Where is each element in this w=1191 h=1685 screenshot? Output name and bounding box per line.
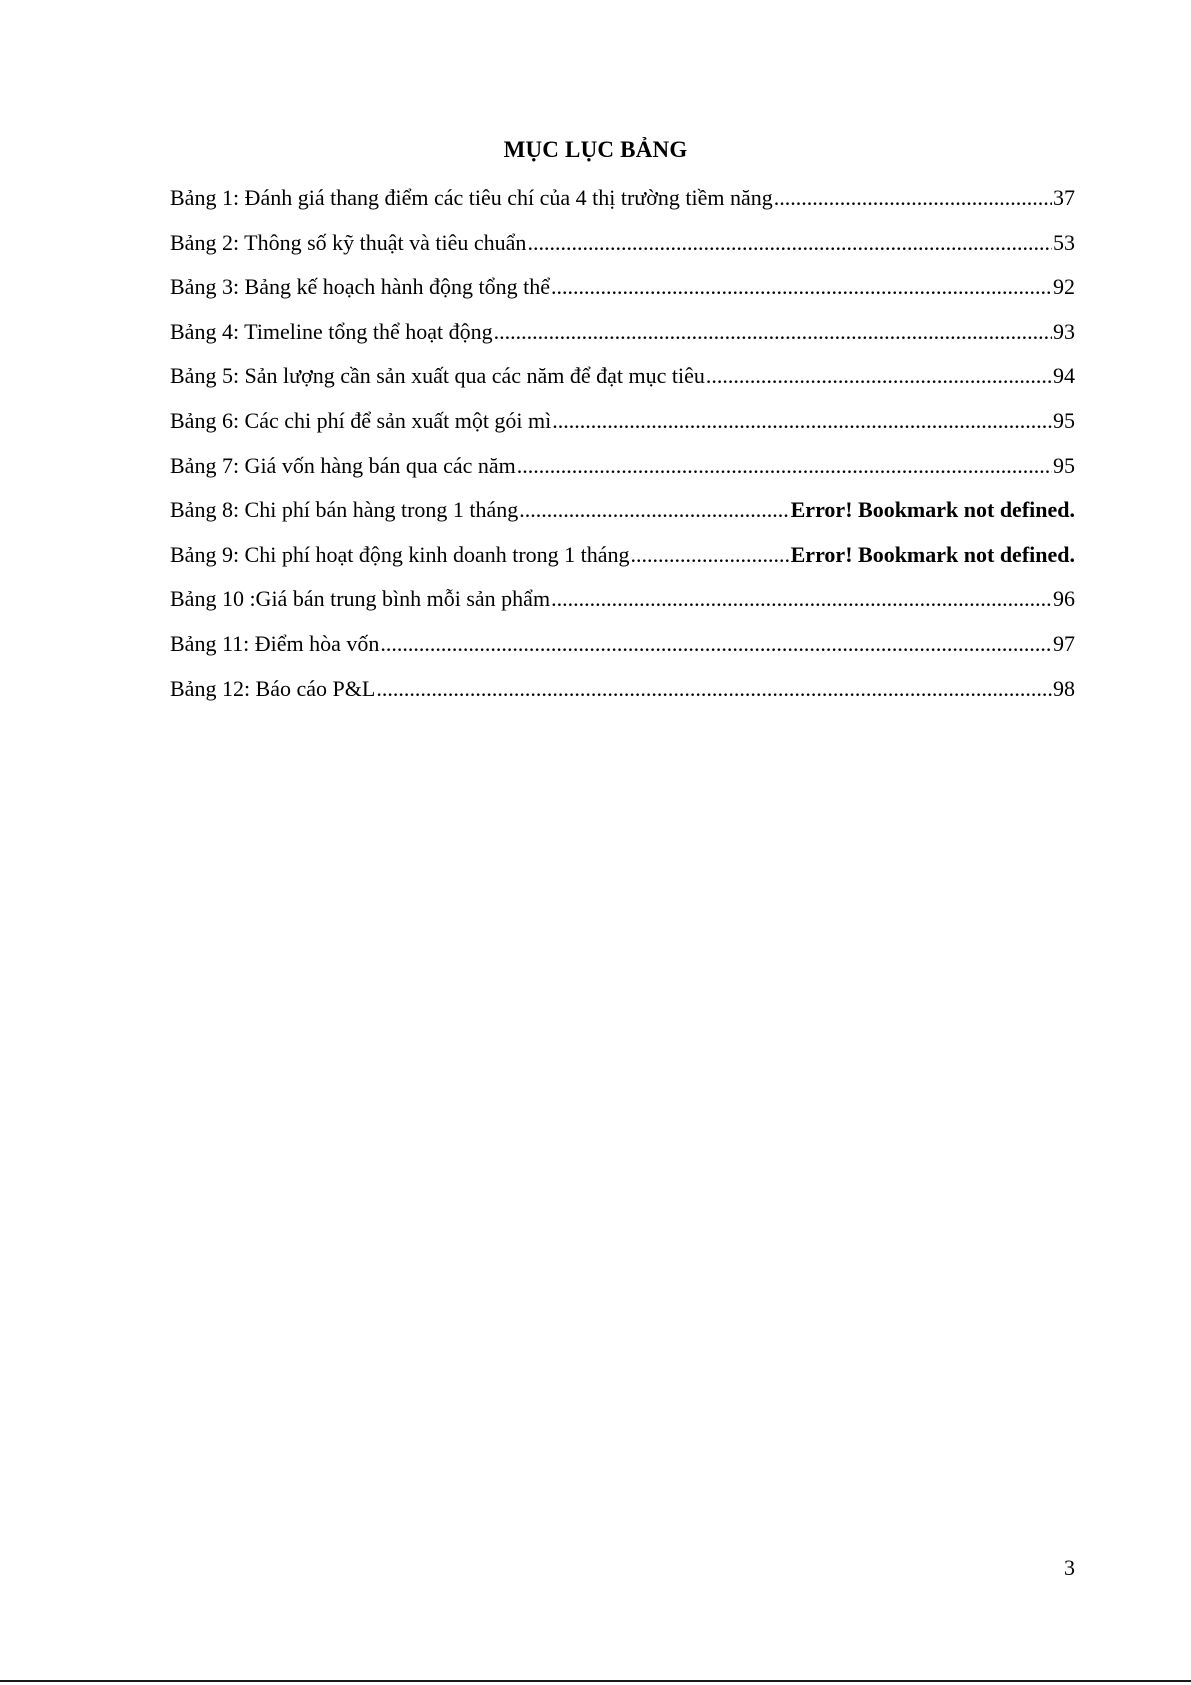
dot-leader — [631, 537, 790, 573]
toc-entry-page: 37 — [1053, 185, 1075, 210]
toc-entry-7[interactable] — [170, 448, 1075, 493]
toc-entry-label: Bảng 9: Chi phí hoạt động kinh doanh trong 1 tháng — [170, 541, 630, 567]
toc-entry-9[interactable] — [170, 537, 1075, 582]
toc-entry-12[interactable] — [170, 671, 1075, 716]
toc-entry-label: Bảng 7: Giá vốn hàng bán qua các năm — [170, 452, 516, 478]
dot-leader — [517, 448, 1052, 484]
dot-leader — [551, 269, 1052, 305]
dot-leader — [551, 581, 1052, 617]
dot-leader — [706, 358, 1052, 394]
dot-leader — [494, 314, 1052, 350]
toc-entry-label: Bảng 12: Báo cáo P&L — [170, 675, 376, 701]
toc-entry-label: Bảng 11: Điểm hòa vốn — [170, 630, 380, 656]
toc-entry-label: Bảng 2: Thông số kỹ thuật và tiêu chuẩn — [170, 229, 527, 255]
toc-entry-label: Bảng 4: Timeline tổng thể hoạt động — [170, 318, 493, 344]
toc-entry-page: 53 — [1053, 229, 1075, 255]
toc-entry-page: 97 — [1053, 630, 1075, 656]
toc-entry-page: 96 — [1053, 586, 1075, 612]
dot-leader — [774, 180, 1052, 216]
bookmark-error-text: Error! Bookmark not defined. — [790, 541, 1075, 567]
toc-entry-6[interactable] — [170, 403, 1075, 448]
bottom-divider — [0, 1680, 1191, 1682]
toc-entry-11[interactable] — [170, 626, 1075, 671]
toc-entry-page: 95 — [1053, 452, 1075, 478]
dot-leader — [376, 671, 1052, 707]
toc-entry-label: Bảng 6: Các chi phí để sản xuất một gói mì — [170, 407, 552, 433]
toc-entry-page: 92 — [1053, 274, 1075, 300]
toc-entry-label: Bảng 8: Chi phí bán hàng trong 1 tháng — [170, 497, 519, 523]
toc-entry-label: Bảng 10 :Giá bán trung bình mỗi sản phẩm — [170, 586, 551, 612]
bookmark-error-text: Error! Bookmark not defined. — [790, 497, 1075, 523]
page-number: 3 — [1064, 1555, 1075, 1580]
dot-leader — [552, 403, 1052, 439]
toc-entry-3[interactable] — [170, 269, 1075, 314]
toc-entry-page: 94 — [1053, 363, 1075, 389]
toc-entry-label: Bảng 5: Sản lượng cần sản xuất qua các năm để đạt mục tiêu — [170, 363, 705, 389]
toc-entry-label: Bảng 3: Bảng kế hoạch hành động tổng thể — [170, 274, 551, 300]
table-of-contents — [170, 180, 1075, 715]
toc-entry-page: 93 — [1053, 318, 1075, 344]
toc-entry-page: 98 — [1053, 675, 1075, 701]
toc-entry-1[interactable] — [170, 180, 1075, 225]
dot-leader — [519, 492, 789, 528]
toc-entry-8[interactable] — [170, 492, 1075, 537]
toc-entry-4[interactable] — [170, 314, 1075, 359]
page-title: MỤC LỤC BẢNG — [503, 137, 688, 162]
toc-entry-2[interactable] — [170, 225, 1075, 270]
toc-entry-label: Bảng 1: Đánh giá thang điểm các tiêu chí của 4 thị trường tiềm năng — [170, 185, 773, 210]
toc-entry-10[interactable] — [170, 581, 1075, 626]
toc-entry-page: 95 — [1053, 407, 1075, 433]
dot-leader — [527, 225, 1052, 261]
toc-entry-5[interactable] — [170, 358, 1075, 403]
dot-leader — [380, 626, 1052, 662]
